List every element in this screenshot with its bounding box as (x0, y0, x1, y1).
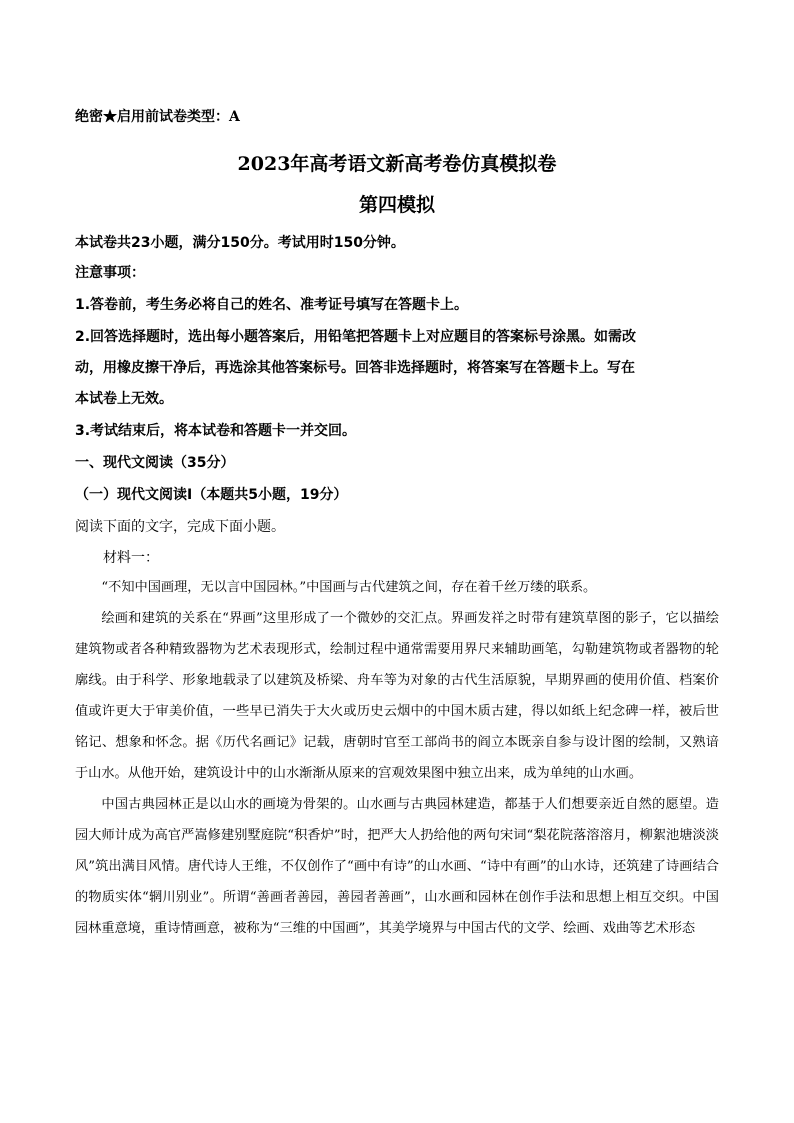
section-subheading: （一）现代文阅读Ⅰ（本题共5小题，19分） (75, 487, 348, 503)
material-paragraph: 中国古典园林正是以山水的画境为骨架的。山水画与古典园林建造，都基于人们想要亲近自然的愿望。造园大师计成为高官严嵩修建别墅庭院“积香炉”时，把严大人扔给他的两句宋词“梨花院落溶溶月，柳絮池塘淡淡风”筑出满目风情。唐代诗人王维，不仅创作了“画中有诗”的山水画、“诗中有画”的山水诗，还筑建了诗画结合的物质实体“辋川别业”。所谓“善画者善园，善园者善画”，山水画和园林在创作手法和思想上相互交织。中国园林重意境，重诗情画意，被称为“三维的中国画”，其美学境界与中国古代的文学、绘画、戏曲等艺术形态 (75, 797, 719, 936)
material-paragraph: “不知中国画理，无以言中国园林。”中国画与古代建筑之间，存在着千丝万缕的联系。 (101, 580, 597, 595)
notice-label: 注意事项： (75, 265, 145, 281)
material-text (75, 572, 719, 944)
instruction-item: 动，用橡皮擦干净后，再选涂其他答案标号。回答非选择题时，将答案写在答题卡上。写在 (75, 360, 635, 376)
classification-label: 绝密★启用前试卷类型：A (75, 109, 240, 125)
exam-subtitle: 第四模拟 (358, 194, 435, 216)
instruction-item: 3.考试结束后，将本试卷和答题卡一并交回。 (75, 423, 357, 439)
exam-summary: 本试卷共23小题，满分150分。考试用时150分钟。 (75, 235, 405, 251)
material-paragraph: 绘画和建筑的关系在“界画”这里形成了一个微妙的交汇点。界画发祥之时带有建筑草图的影子，它以描绘建筑物或者各种精致器物为艺术表现形式，绘制过程中通常需要用界尺来辅助画笔，勾勒建筑物或者器物的轮廓线。由于科学、形象地载录了以建筑及桥梁、舟车等为对象的古代生活原貌，早期界画的使用价值、档案价值或许更大于审美价值，一些早已消失于大火或历史云烟中的中国木质古建，得以如纸上纪念碑一样，被后世铭记、想象和怀念。据《历代名画记》记载，唐朝时官至工部尚书的阎立本既亲自参与设计图的绘制，又熟谙于山水。从他开始，建筑设计中的山水渐渐从原来的宫观效果图中独立出来，成为单纯的山水画。 (75, 611, 719, 781)
instruction-item: 本试卷上无效。 (75, 391, 173, 407)
exam-title: 2023年高考语文新高考卷仿真模拟卷 (237, 153, 557, 175)
instruction-item: 1.答卷前，考生务必将自己的姓名、准考证号填写在答题卡上。 (75, 297, 469, 313)
reading-prompt: 阅读下面的文字，完成下面小题。 (75, 519, 285, 535)
material-label: 材料一： (103, 550, 159, 566)
instruction-item: 2.回答选择题时，选出每小题答案后，用铅笔把答题卡上对应题目的答案标号涂黑。如需改 (75, 329, 637, 345)
section-heading: 一、现代文阅读（35分） (75, 455, 235, 471)
